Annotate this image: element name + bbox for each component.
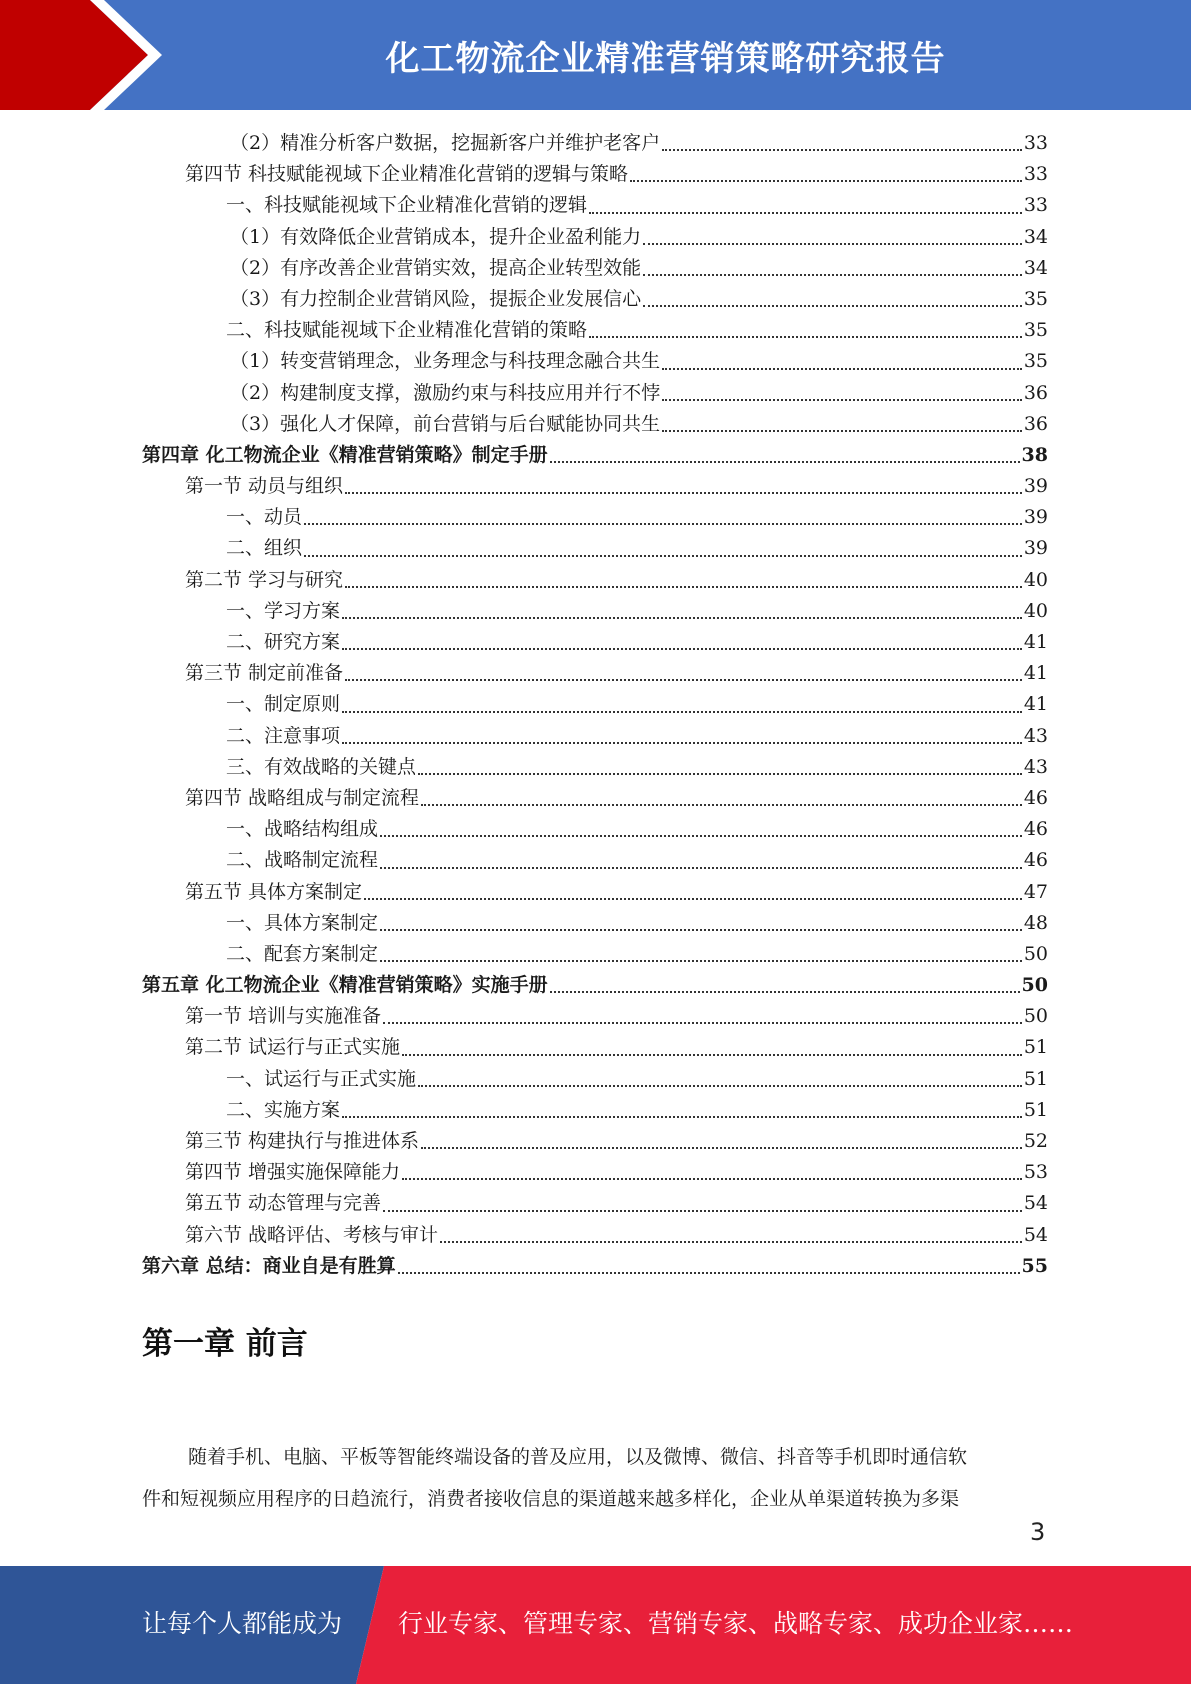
toc-entry[interactable] [142,877,1048,908]
toc-entry[interactable] [142,128,1048,159]
toc-entry-label: 第四章 化工物流企业《精准营销策略》制定手册 [142,443,548,466]
toc-entry-label: 第五节 具体方案制定 [185,880,363,903]
toc-entry[interactable] [142,1095,1048,1126]
toc-entry-page: 51 [1023,1067,1048,1090]
toc-dot-leader [662,367,1022,370]
toc-entry-label: 第三节 构建执行与推进体系 [185,1130,420,1152]
toc-entry-page: 50 [1021,974,1048,997]
toc-entry-page: 39 [1023,537,1048,560]
toc-entry[interactable] [142,346,1048,377]
toc-entry[interactable] [142,783,1048,814]
toc-entry-page: 33 [1023,132,1048,154]
toc-dot-leader [380,928,1022,931]
toc-entry[interactable] [142,970,1048,1001]
toc-dot-leader [662,429,1022,432]
toc-entry-page: 51 [1023,1036,1048,1059]
toc-entry[interactable] [142,222,1048,253]
toc-entry[interactable] [142,627,1048,658]
toc-entry-label: （2）构建制度支撑，激励约束与科技应用并行不悖 [230,381,661,404]
toc-entry-label: 二、组织 [226,537,303,560]
toc-entry-label: （3）强化人才保障，前台营销与后台赋能协同共生 [230,412,661,435]
toc-entry[interactable] [142,440,1048,471]
toc-entry-label: 一、试运行与正式实施 [226,1067,417,1090]
toc-entry-page: 51 [1023,1098,1048,1121]
toc-entry[interactable] [142,1001,1048,1032]
toc-dot-leader [380,959,1022,962]
toc-entry-page: 52 [1023,1130,1048,1152]
footer-slogan-right: 行业专家、管理专家、营销专家、战略专家、成功企业家…… [398,1609,1074,1638]
toc-dot-leader [402,1053,1022,1056]
toc-dot-leader [421,803,1022,806]
toc-dot-leader [380,834,1022,837]
toc-entry[interactable] [142,658,1048,689]
toc-entry[interactable] [142,721,1048,752]
toc-entry[interactable] [142,378,1048,409]
toc-dot-leader [643,242,1022,245]
toc-dot-leader [418,1084,1022,1087]
toc-entry[interactable] [142,190,1048,221]
chapter-body-paragraph [142,1436,1048,1520]
toc-entry[interactable] [142,409,1048,440]
toc-dot-leader [662,148,1022,151]
toc-entry-label: 二、战略制定流程 [226,849,379,872]
toc-entry-label: 一、科技赋能视域下企业精准化营销的逻辑 [226,194,588,217]
header-banner [0,0,1191,110]
toc-entry[interactable] [142,752,1048,783]
page-number: 3 [1030,1518,1046,1546]
toc-entry-label: 二、注意事项 [226,724,341,747]
toc-entry-page: 39 [1023,475,1048,498]
toc-entry-page: 50 [1023,942,1048,965]
toc-entry-page: 55 [1021,1254,1048,1277]
toc-entry-page: 40 [1023,568,1048,591]
toc-entry-label: 第六节 战略评估、考核与审计 [185,1223,439,1246]
footer-banner [0,1566,1191,1684]
toc-entry[interactable] [142,1032,1048,1063]
paragraph-line: 件和短视频应用程序的日趋流行，消费者接收信息的渠道越来越多样化，企业从单渠道转换为多渠 [142,1488,960,1510]
toc-entry-label: 一、战略结构组成 [226,818,379,841]
toc-dot-leader [630,179,1022,182]
toc-dot-leader [440,1240,1022,1243]
toc-dot-leader [589,211,1022,214]
toc-entry-label: 一、学习方案 [226,599,341,622]
toc-entry[interactable] [142,689,1048,720]
toc-entry-label: 第二节 学习与研究 [185,568,344,591]
toc-dot-leader [662,398,1022,401]
toc-entry-page: 54 [1023,1192,1048,1215]
toc-entry[interactable] [142,845,1048,876]
toc-entry[interactable] [142,284,1048,315]
toc-entry-page: 46 [1023,818,1048,841]
toc-entry-label: （2）精准分析客户数据，挖掘新客户并维护老客户 [230,132,661,154]
toc-dot-leader [342,741,1022,744]
toc-entry-page: 41 [1023,662,1048,685]
toc-entry-page: 36 [1023,412,1048,435]
toc-entry[interactable] [142,1064,1048,1095]
toc-entry[interactable] [142,1220,1048,1251]
toc-entry[interactable] [142,1126,1048,1157]
toc-entry[interactable] [142,253,1048,284]
toc-dot-leader [398,1271,1020,1274]
toc-entry-label: 第五章 化工物流企业《精准营销策略》实施手册 [142,974,548,997]
toc-dot-leader [364,897,1022,900]
toc-dot-leader [342,1115,1022,1118]
toc-entry-label: 第三节 制定前准备 [185,662,344,685]
toc-entry-label: 三、有效战略的关键点 [226,755,417,778]
toc-dot-leader [383,1209,1022,1212]
toc-entry[interactable] [142,1157,1048,1188]
toc-entry-label: 第四节 科技赋能视域下企业精准化营销的逻辑与策略 [185,163,629,186]
toc-entry-page: 41 [1023,631,1048,653]
toc-dot-leader [550,990,1020,993]
chapter-heading: 第一章 前言 [142,1326,308,1362]
toc-dot-leader [304,554,1022,557]
toc-entry-label: （1）有效降低企业营销成本，提升企业盈利能力 [230,225,642,248]
toc-entry-page: 50 [1023,1005,1048,1028]
toc-entry-label: 第二节 试运行与正式实施 [185,1036,401,1059]
toc-dot-leader [589,335,1022,338]
toc-entry-label: 第四节 战略组成与制定流程 [185,786,420,809]
toc-entry-label: 第五节 动态管理与完善 [185,1192,382,1215]
toc-entry-label: （2）有序改善企业营销实效，提高企业转型效能 [230,256,642,279]
toc-entry-page: 35 [1023,287,1048,310]
toc-entry-page: 33 [1023,163,1048,186]
document-title: 化工物流企业精准营销策略研究报告 [385,38,946,79]
footer-slogan-left: 让每个人都能成为 [142,1609,343,1638]
toc-entry-page: 46 [1023,849,1048,872]
toc-entry-page: 34 [1023,225,1048,248]
toc-entry[interactable] [142,315,1048,346]
toc-entry-label: 二、科技赋能视域下企业精准化营销的策略 [226,319,588,342]
toc-entry-page: 47 [1023,880,1048,903]
toc-entry-label: （3）有力控制企业营销风险，提振企业发展信心 [230,287,642,310]
toc-entry-page: 39 [1023,506,1048,529]
toc-entry-page: 46 [1023,786,1048,809]
toc-entry-label: 第四节 增强实施保障能力 [185,1161,401,1184]
toc-entry[interactable] [142,565,1048,596]
toc-entry-page: 38 [1021,443,1048,466]
toc-entry-page: 33 [1023,194,1048,217]
toc-entry-label: 第六章 总结：商业自是有胜算 [142,1254,396,1277]
toc-dot-leader [421,1146,1022,1149]
toc-dot-leader [304,522,1022,525]
toc-entry[interactable] [142,502,1048,533]
toc-dot-leader [342,710,1022,713]
toc-entry-page: 54 [1023,1223,1048,1246]
toc-dot-leader [643,273,1022,276]
toc-entry-page: 48 [1023,911,1048,934]
toc-entry[interactable] [142,471,1048,502]
toc-entry[interactable] [142,159,1048,190]
toc-entry[interactable] [142,908,1048,939]
toc-dot-leader [345,491,1022,494]
paragraph-line: 随着手机、电脑、平板等智能终端设备的普及应用，以及微博、微信、抖音等手机即时通信软 [188,1446,968,1468]
toc-dot-leader [418,772,1022,775]
toc-dot-leader [383,1021,1022,1024]
toc-dot-leader [380,866,1022,869]
toc-entry[interactable] [142,533,1048,564]
toc-dot-leader [342,647,1022,650]
toc-entry-label: （1）转变营销理念，业务理念与科技理念融合共生 [230,350,661,373]
toc-entry-label: 二、研究方案 [226,631,341,653]
toc-entry-label: 二、配套方案制定 [226,942,379,965]
toc-entry-label: 一、制定原则 [226,693,341,716]
toc-entry-page: 35 [1023,319,1048,342]
toc-entry-page: 43 [1023,724,1048,747]
toc-entry[interactable] [142,596,1048,627]
toc-entry-page: 34 [1023,256,1048,279]
toc-dot-leader [345,678,1022,681]
toc-entry-label: 第一节 培训与实施准备 [185,1005,382,1028]
toc-entry[interactable] [142,814,1048,845]
toc-dot-leader [643,304,1022,307]
toc-entry-label: 二、实施方案 [226,1098,341,1121]
toc-entry[interactable] [142,939,1048,970]
toc-entry-page: 53 [1023,1161,1048,1184]
toc-entry-label: 第一节 动员与组织 [185,475,344,498]
toc-dot-leader [402,1177,1022,1180]
toc-entry-page: 36 [1023,381,1048,404]
toc-entry-page: 43 [1023,755,1048,778]
toc-entry[interactable] [142,1188,1048,1219]
toc-entry-page: 40 [1023,599,1048,622]
toc-entry[interactable] [142,1251,1048,1282]
toc-entry-page: 35 [1023,350,1048,373]
toc-dot-leader [550,460,1020,463]
toc-entry-page: 41 [1023,693,1048,716]
toc-dot-leader [345,585,1022,588]
table-of-contents [142,128,1048,1282]
toc-dot-leader [342,616,1022,619]
toc-entry-label: 一、动员 [226,506,303,529]
toc-entry-label: 一、具体方案制定 [226,911,379,934]
